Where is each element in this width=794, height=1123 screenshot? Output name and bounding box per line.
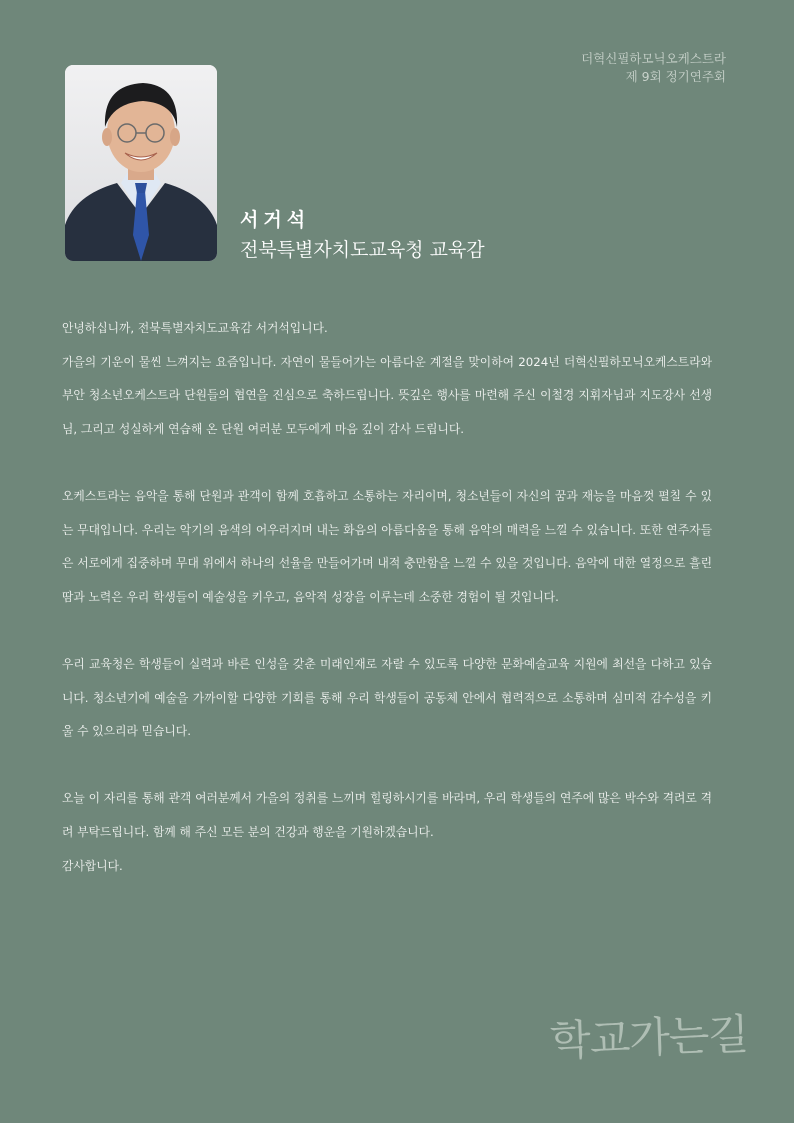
speaker-block <box>240 207 485 267</box>
paragraph-greeting: 안녕하십니까, 전북특별자치도교육감 서거석입니다. <box>62 321 328 335</box>
paragraph-congratulations: 가을의 기운이 물씬 느껴지는 요즘입니다. 자연이 물들어가는 아름다운 계절을 맞이하여 2024년 더혁신필하모닉오케스트라와 부안 청소년오케스트라 단원들의 협연을 진심으로 축하드립니다. 뜻깊은 행사를 마련해 주신 이철경 지휘자님과 지도강사 선생님, 그리고 성실하게 연습해 온 단원 여러분 모두에게 마음 깊이 감사 드립니다. <box>62 354 712 436</box>
speaker-name: 서거석 <box>240 209 311 231</box>
portrait-photo <box>65 65 217 261</box>
calligraphy-logo: 학교가는길 <box>549 1009 749 1066</box>
orchestra-name: 더혁신필하모닉오케스트라 <box>581 51 726 66</box>
message-body <box>62 312 712 883</box>
paragraph-closing: 오늘 이 자리를 통해 관객 여러분께서 가을의 정취를 느끼며 힐링하시기를 바라며, 우리 학생들의 연주에 많은 박수와 격려로 격려 부탁드립니다. 함께 해 주신 모든 분의 건강과 행운을 기원하겠습니다. <box>62 791 712 839</box>
paragraph-thanks: 감사합니다. <box>62 858 123 873</box>
speaker-position: 전북특별자치도교육청 교육감 <box>240 239 485 261</box>
paragraph-education-office: 우리 교육청은 학생들이 실력과 바른 인성을 갖춘 미래인재로 자랄 수 있도록 다양한 문화예술교육 지원에 최선을 다하고 있습니다. 청소년기에 예술을 가까이할 다양한 기회를 통해 우리 학생들이 공동체 안에서 협력적으로 소통하며 심미적 감수성을 키울 수 있으리라 믿습니다. <box>62 656 712 739</box>
concert-title: 제 9회 정기연주회 <box>625 69 726 84</box>
paragraph-orchestra: 오케스트라는 음악을 통해 단원과 관객이 함께 호흡하고 소통하는 자리이며, 청소년들이 자신의 꿈과 재능을 마음껏 펼칠 수 있는 무대입니다. 우리는 악기의 음색의 어우러지며 내는 화음의 아름다움을 통해 음악의 매력을 느낄 수 있습니다. 또한 연주자들은 서로에게 집중하며 무대 위에서 하나의 선율을 만들어가며 내적 충만함을 느낄 수 있을 것입니다. 음악에 대한 열정으로 흘린 땀과 노력은 우리 학생들이 예술성을 키우고, 음악적 성장을 이루는데 소중한 경험이 될 것입니다. <box>62 488 712 604</box>
event-header <box>581 50 726 86</box>
